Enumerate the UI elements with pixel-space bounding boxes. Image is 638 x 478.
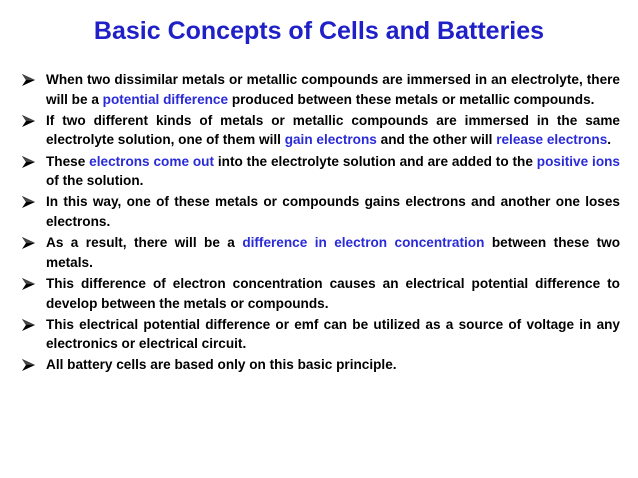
bullet-list bbox=[20, 70, 620, 377]
bullet-text: If two different kinds of metals or metallic compounds are immersed in the same electrolyte solution, one of them will bbox=[46, 112, 620, 148]
highlighted-term: positive ions bbox=[536, 153, 620, 169]
bullet-text: into the electrolyte solution and are added to the bbox=[214, 153, 537, 169]
bullet-item bbox=[20, 355, 620, 375]
bullet-text: . bbox=[607, 132, 612, 148]
bullet-item bbox=[20, 192, 620, 231]
arrow-bullet-icon bbox=[20, 152, 38, 172]
highlighted-term: gain electrons bbox=[284, 132, 377, 148]
bullet-text: between these two metals. bbox=[46, 235, 621, 270]
bullet-text: This electrical potential difference or emf can be utilized as a source of voltage in any electronics or electrical circuit. bbox=[46, 316, 620, 352]
bullet-item bbox=[20, 274, 620, 313]
bullet-item bbox=[20, 152, 620, 191]
arrow-bullet-icon bbox=[20, 111, 38, 131]
bullet-text: As a result, there will be a bbox=[46, 235, 243, 251]
arrow-bullet-icon bbox=[20, 274, 38, 294]
slide-title: Basic Concepts of Cells and Batteries bbox=[93, 17, 545, 45]
bullet-item bbox=[20, 315, 620, 354]
bullet-text: of the solution. bbox=[46, 173, 144, 189]
bullet-text: In this way, one of these metals or compounds gains electrons and another one loses electrons. bbox=[46, 194, 620, 229]
bullet-text: produced between these metals or metallic compounds. bbox=[228, 91, 595, 107]
bullet-text: This difference of electron concentration causes an electrical potential difference to develop between the metals or compounds. bbox=[46, 275, 620, 311]
bullet-text: and the other will bbox=[376, 132, 497, 148]
arrow-bullet-icon bbox=[20, 192, 38, 212]
highlighted-term: electrons come out bbox=[89, 153, 215, 169]
bullet-item bbox=[20, 70, 620, 109]
highlighted-term: difference in electron concentration bbox=[242, 235, 485, 251]
arrow-bullet-icon bbox=[20, 70, 38, 90]
arrow-bullet-icon bbox=[20, 315, 38, 335]
bullet-text: All battery cells are based only on this basic principle. bbox=[46, 357, 397, 373]
arrow-bullet-icon bbox=[20, 355, 38, 375]
highlighted-term: potential difference bbox=[102, 91, 229, 107]
highlighted-term: release electrons bbox=[496, 132, 608, 148]
bullet-item bbox=[20, 233, 620, 272]
bullet-item bbox=[20, 111, 620, 150]
bullet-text: When two dissimilar metals or metallic compounds are immersed in an electrolyte, there will be a bbox=[46, 72, 620, 107]
arrow-bullet-icon bbox=[20, 233, 38, 253]
bullet-text: These bbox=[46, 153, 90, 169]
